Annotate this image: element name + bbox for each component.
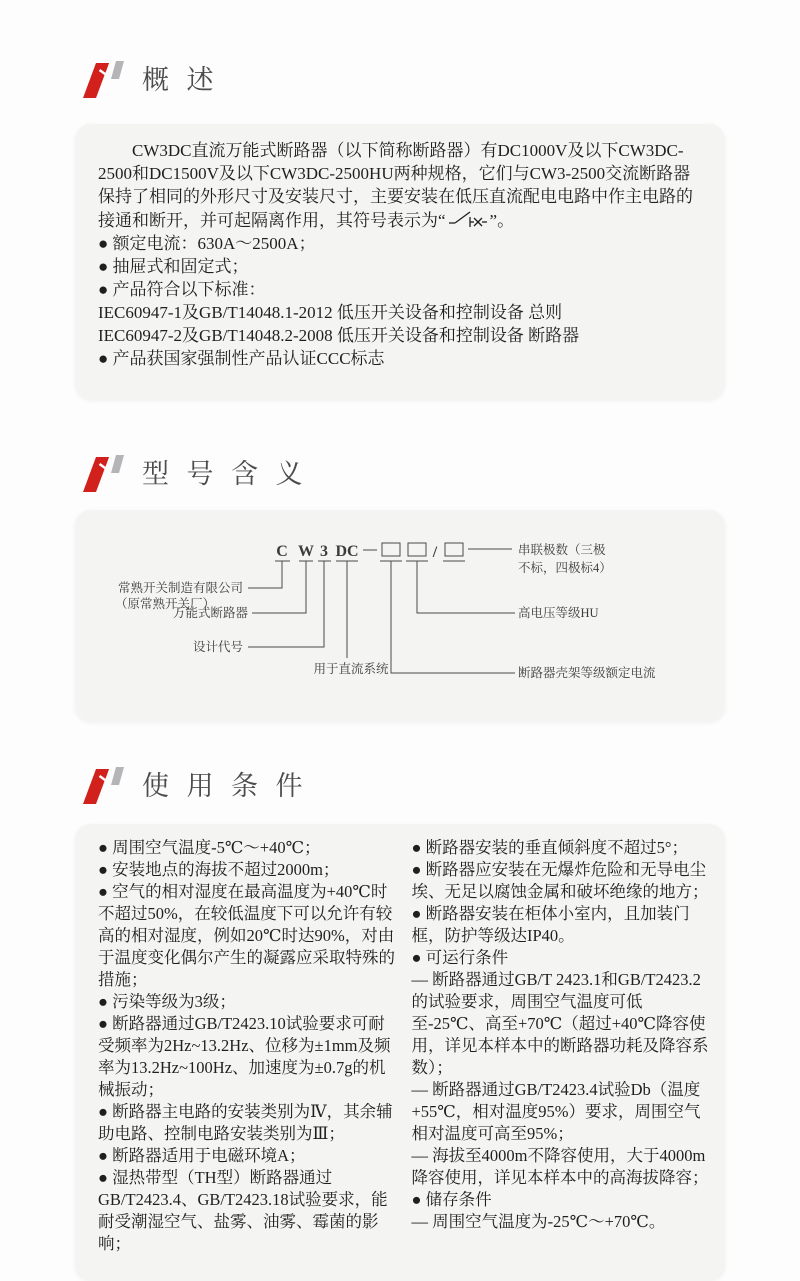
red-parallelogram-logo-icon [78,53,126,101]
condition-item: ● 污染等级为3级； [98,992,236,1011]
red-parallelogram-logo-icon [78,759,126,807]
condition-item: — 海拔至4000m不降容使用，大于4000m降容使用，详见本样本中的高海拔降容； [411,1146,709,1187]
overview-title: 概 述 [142,64,219,95]
overview-item: ● 产品获国家强制性产品认证CCC标志 [98,349,385,368]
condition-item: ● 断路器适用于电磁环境A； [98,1146,306,1165]
model-label-hv-grade: 高电压等级HU [518,606,599,620]
condition-item: ● 断路器安装的垂直倾斜度不超过5°； [411,838,688,857]
model-code-letter: C [276,543,288,560]
overview-standard-line: IEC60947-1及GB/T14048.1-2012 低压开关设备和控制设备 总则 [98,303,563,322]
model-label-poles-2: 不标，四极标4） [518,561,612,575]
conditions-panel [75,824,725,1281]
condition-item: — 周围空气温度为-25℃～+70℃。 [411,1212,666,1231]
overview-header [78,52,800,102]
condition-item: — 断路器通过GB/T2423.4试验Db（温度+55℃，相对温度95%）要求，周围空气相对温度可高至95%； [411,1080,701,1143]
model-panel [75,510,725,722]
red-parallelogram-logo-icon [78,447,126,495]
overview-item: ● 抽屉式和固定式； [98,257,249,276]
model-label-company-alt: （原常熟开关厂） [114,597,215,611]
condition-item: — 断路器通过GB/T 2423.1和GB/T2423.2的试验要求，周围空气温度可低至-25℃、高至+70℃（超过+40℃降容使用，详见本样本中的断路器功耗及降容系数）； [411,970,709,1077]
model-label-poles: 串联极数（三极 [518,543,606,557]
condition-item: ● 断路器通过GB/T2423.10试验要求可耐受频率为2Hz~13.2Hz、位移为±1mm及频率为13.2Hz~100Hz、加速度为±0.7g的机械振动； [98,1014,391,1099]
model-header [78,446,800,496]
condition-item: ● 储存条件 [411,1190,492,1209]
model-code-letter: DC [335,543,359,560]
condition-item: ● 安装地点的海拔不超过2000m； [98,860,340,879]
conditions-left-column [98,837,398,1255]
condition-item: ● 周围空气温度-5℃～+40℃； [98,838,321,857]
overview-standard-line: IEC60947-2及GB/T14048.2-2008 低压开关设备和控制设备 断路器 [98,326,580,345]
overview-intro-text: CW3DC直流万能式断路器（以下简称断路器）有DC1000V及以下CW3DC-2500和DC1500V及以下CW3DC-2500HU两种规格，它们与CW3-2500交流断路器保持了相同的外形尺寸及安装尺寸，主要安装在低压直流配电电路中作主电路的接通和断开，并可起隔离作用，其符号表示为“ [98,141,693,230]
model-title: 型 号 含 义 [142,458,308,489]
model-label-dc-system: 用于直流系统 [313,662,389,676]
overview-item: ● 额定电流：630A～2500A； [98,234,316,253]
model-label-universal: 万能式断路器 [172,606,248,620]
model-code-letter: 3 [320,543,328,560]
condition-item: ● 断路器应安装在无爆炸危险和无导电尘埃、无足以腐蚀金属和破坏绝缘的地方； [411,860,709,901]
model-code-boxes [363,543,463,556]
conditions-right-column [412,837,712,1255]
overview-panel [75,124,725,400]
model-code-letter: W [298,543,314,560]
overview-item: ● 产品符合以下标准： [98,280,266,299]
model-meaning-diagram [75,516,725,716]
condition-item: ● 断路器主电路的安装类别为Ⅳ，其余辅助电路、控制电路安装类别为Ⅲ； [98,1102,393,1143]
model-label-frame-current: 断路器壳架等级额定电流 [518,666,656,680]
conditions-header [78,758,800,808]
conditions-title: 使 用 条 件 [142,770,308,801]
condition-item: ● 空气的相对湿度在最高温度为+40℃时不超过50%，在较低温度下可以允许有较高的相对湿度，例如20℃时达90%，对由于温度变化偶尔产生的凝露应采取特殊的措施； [98,882,395,989]
overview-intro-suffix: ”。 [489,211,515,230]
model-code-slash: / [432,544,438,561]
model-label-design-code: 设计代号 [192,640,243,654]
condition-item: ● 湿热带型（TH型）断路器通过GB/T2423.4、GB/T2423.18试验要求，能耐受潮湿空气、盐雾、油雾、霉菌的影响； [98,1168,388,1253]
condition-item: ● 断路器安装在柜体小室内，且加装门框，防护等级达IP40。 [411,904,690,945]
model-label-company: 常熟开关制造有限公司 [117,581,243,595]
overview-paragraph [98,139,705,232]
dc-circuit-breaker-symbol [448,208,488,228]
model-connectors [248,549,515,673]
condition-item: ● 可运行条件 [411,948,509,967]
